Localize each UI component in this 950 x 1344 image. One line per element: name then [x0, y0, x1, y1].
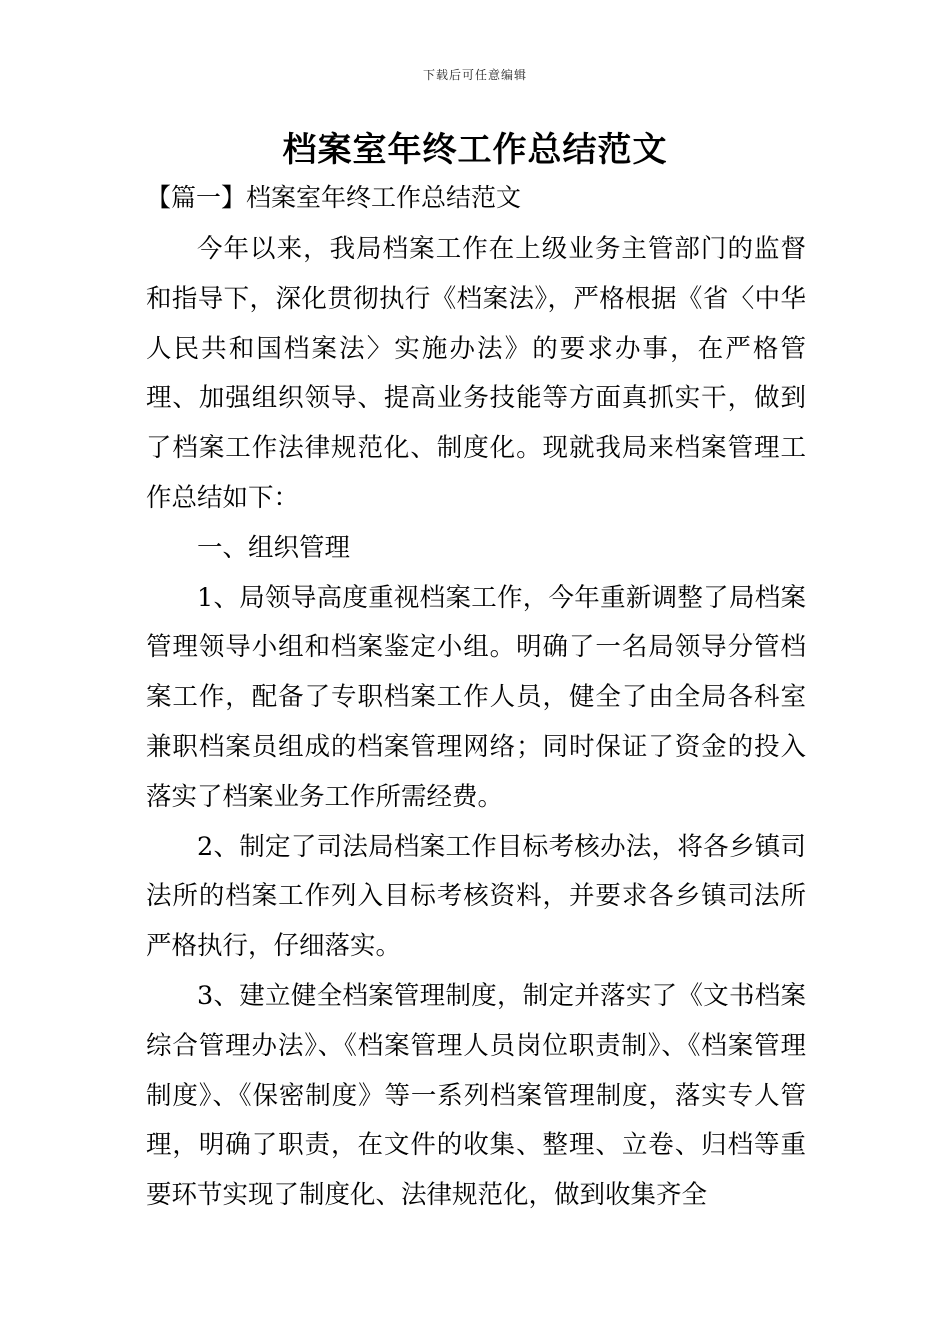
document-body: [146, 225, 806, 1221]
paragraph-item-2: 2、制定了司法局档案工作目标考核办法，将各乡镇司法所的档案工作列入目标考核资料，并要求各乡镇司法所严格执行，仔细落实。: [146, 831, 806, 962]
paragraph-item-1: 1、局领导高度重视档案工作，今年重新调整了局档案管理领导小组和档案鉴定小组。明确了一名局领导分管档案工作，配备了专职档案工作人员，健全了由全局各科室兼职档案员组成的档案管理网络；同时保证了资金的投入落实了档案业务工作所需经费。: [146, 582, 806, 812]
page-header-note: 下载后可任意编辑: [422, 68, 527, 82]
section-subtitle: 【篇一】档案室年终工作总结范文: [146, 183, 522, 212]
document-title: 档案室年终工作总结范文: [282, 130, 668, 170]
section-heading-organization: 一、组织管理: [197, 532, 351, 563]
paragraph-item-3: 3、建立健全档案管理制度，制定并落实了《文书档案综合管理办法》、《档案管理人员岗位职责制》、《档案管理制度》、《保密制度》等一系列档案管理制度，落实专人管理，明确了职责，在文件的收集、整理、立卷、归档等重要环节实现了制度化、法律规范化，做到收集齐全: [146, 980, 806, 1211]
paragraph-intro: 今年以来，我局档案工作在上级业务主管部门的监督和指导下，深化贯彻执行《档案法》，严格根据《省〈中华人民共和国档案法〉实施办法》的要求办事，在严格管理、加强组织领导、提高业务技能等方面真抓实干，做到了档案工作法律规范化、制度化。现就我局来档案管理工作总结如下：: [146, 234, 806, 513]
